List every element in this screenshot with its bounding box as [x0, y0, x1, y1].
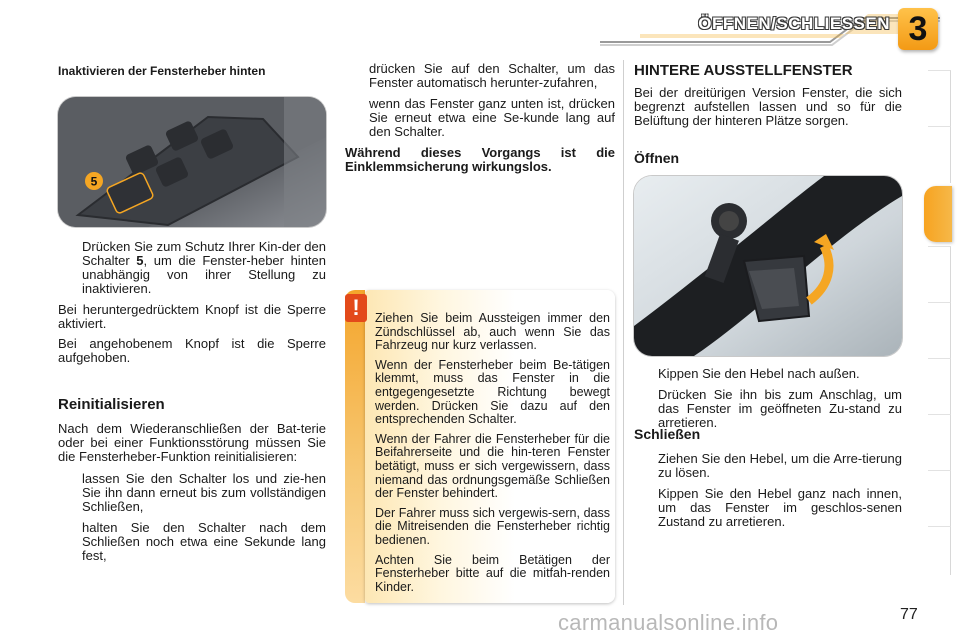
chapter-tab[interactable]	[928, 246, 951, 303]
list-item: lassen Sie den Schalter los und zie-hen Sie ihn dann erneut bis zum vollständigen Schließen,	[58, 472, 326, 514]
chapter-tabs	[928, 70, 950, 575]
warning-strip	[345, 290, 365, 603]
list-item: drücken Sie auf den Schalter, um das Fenster automatisch herunter-zufahren,	[345, 62, 615, 90]
warning-box	[345, 290, 615, 603]
photo-badge: 5	[90, 174, 98, 189]
bullet-icon	[345, 62, 369, 90]
section-title-rear-windows: HINTERE AUSSTELLFENSTER	[634, 62, 853, 79]
list-item: Drücken Sie ihn bis zum Anschlag, um das Fenster im geöffneten Zu-stand zu arretieren.	[634, 388, 902, 430]
subsection-title-close: Schließen	[634, 426, 701, 442]
bullet-icon	[58, 472, 82, 514]
warning-paragraph: Achten Sie beim Betätigen der Fensterheber bitte auf die mitfah-renden Kinder.	[375, 552, 610, 594]
bullet-icon	[634, 367, 658, 381]
list-item: wenn das Fenster ganz unten ist, drücken Sie erneut etwa eine Se-kunde lang auf den Schalter.	[345, 97, 615, 139]
chapter-tab[interactable]	[928, 526, 951, 575]
section-heading-deactivate: Inaktivieren der Fensterheber hinten	[58, 64, 266, 78]
page-number: 77	[900, 606, 918, 623]
chapter-tab[interactable]	[928, 302, 951, 359]
paragraph: Nach dem Wiederanschließen der Bat-terie oder bei einer Funktionsstörung müssen Sie die Fensterheber-Funktion reinitialisieren:	[58, 421, 326, 464]
chapter-tab[interactable]	[928, 358, 951, 415]
list-item: Kippen Sie den Hebel nach außen.	[634, 367, 902, 381]
bullet-icon	[634, 388, 658, 430]
chapter-tab-active[interactable]	[924, 186, 952, 242]
warning-paragraph: Wenn der Fensterheber beim Be-tätigen klemmt, muss das Fenster in die entgegengesetzte Richtung bewegt werden. Drücken Sie dazu auf den entsprechenden Schalter.	[375, 357, 610, 427]
warning-paragraph: Wenn der Fahrer die Fensterheber für die Beifahrerseite und die hin-teren Fenster betätigt, muss er sich vergewissern, dass niemand das ordnungsgemäße Schließen der Fenster behindert.	[375, 431, 610, 501]
bullet-icon	[345, 97, 369, 139]
warning-note: Während dieses Vorgangs ist die Einklemmsicherung wirkungslos.	[345, 145, 615, 174]
paragraph: Bei der dreitürigen Version Fenster, die sich begrenzt aufstellen lassen und so für die Belüftung der hinteren Plätze sorgen.	[634, 85, 902, 128]
chapter-tab[interactable]	[928, 414, 951, 471]
warning-paragraph: Der Fahrer muss sich vergewis-sern, dass die Mitreisenden die Fensterheber richtig bedienen.	[375, 505, 610, 547]
watermark: carmanualsonline.info	[558, 610, 779, 635]
warning-icon: !	[345, 294, 367, 322]
bullet-icon	[58, 240, 82, 296]
chapter-tab[interactable]	[928, 470, 951, 527]
list-item: Ziehen Sie den Hebel, um die Arre-tierung zu lösen.	[634, 452, 902, 480]
list-item: Drücken Sie zum Schutz Ihrer Kin-der den Schalter 5, um die Fenster-heber hinten unabhängig von ihrer Stellung zu inaktivieren.	[58, 240, 326, 296]
window-lever-photo	[634, 176, 902, 356]
subsection-title-open: Öffnen	[634, 150, 680, 166]
list-item: halten Sie den Schalter nach dem Schließen noch etwa eine Sekunde lang fest,	[58, 521, 326, 563]
column-divider	[623, 60, 624, 605]
chapter-tab[interactable]	[928, 70, 951, 127]
warning-paragraph: Ziehen Sie beim Aussteigen immer den Zündschlüssel ab, auch wenn Sie das Fahrzeug nur kurz verlassen.	[375, 311, 610, 353]
paragraph: Bei angehobenem Knopf ist die Sperre aufgehoben.	[58, 336, 326, 365]
bullet-icon	[634, 487, 658, 529]
bullet-icon	[58, 521, 82, 563]
paragraph: Bei heruntergedrücktem Knopf ist die Sperre aktiviert.	[58, 302, 326, 331]
chapter-tab[interactable]	[928, 126, 951, 183]
window-switch-photo	[58, 97, 326, 227]
bullet-icon	[634, 452, 658, 480]
list-item: Kippen Sie den Hebel ganz nach innen, um das Fenster im geschlos-senen Zustand zu arretieren.	[634, 487, 902, 529]
page-title: ÖFFNEN/SCHLIESSEN	[698, 14, 890, 33]
chapter-number: 3	[898, 8, 938, 50]
section-title-reinit: Reinitialisieren	[58, 396, 165, 413]
